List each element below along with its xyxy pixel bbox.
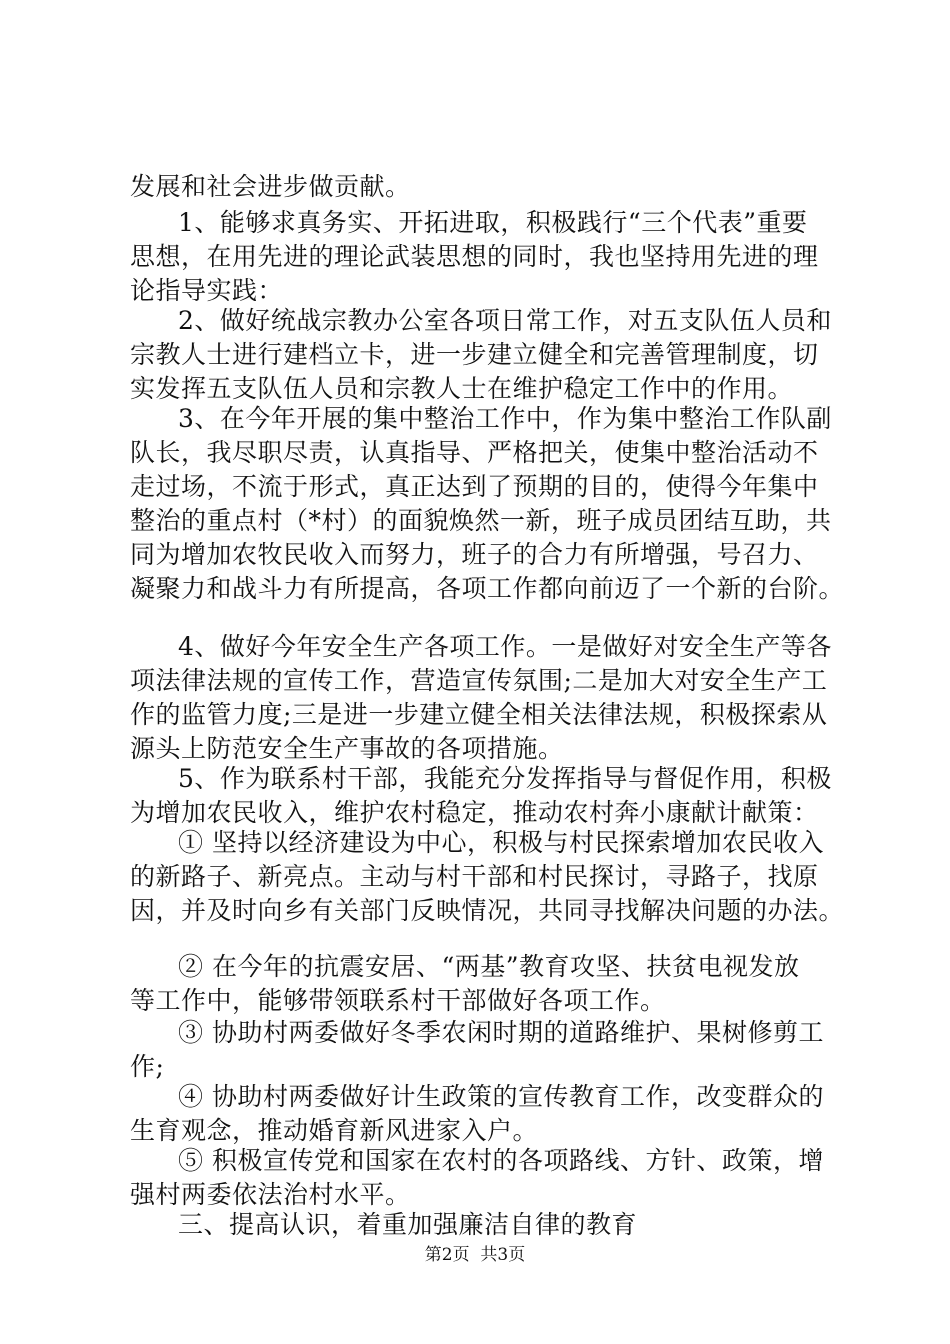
- page-footer: 第2页 共3页: [424, 1245, 526, 1265]
- text-line: ④ 协助村两委做好计生政策的宣传教育工作，改变群众的: [178, 1082, 824, 1111]
- text-line: 作;: [130, 1052, 165, 1081]
- text-line: 的新路子、新亮点。主动与村干部和村民探讨，寻路子，找原: [130, 862, 819, 891]
- text-line: 三、提高认识，着重加强廉洁自律的教育: [178, 1210, 638, 1239]
- text-line: ③ 协助村两委做好冬季农闲时期的道路维护、果树修剪工: [178, 1018, 824, 1047]
- text-line: 5、作为联系村干部，我能充分发挥指导与督促作用，积极: [178, 764, 832, 793]
- text-line: 作的监管力度;三是进一步建立健全相关法律法规，积极探索从: [130, 700, 828, 729]
- text-line: 队长，我尽职尽责，认真指导、严格把关，使集中整治活动不: [130, 438, 819, 467]
- text-line: 生育观念，推动婚育新风进家入户。: [130, 1116, 539, 1145]
- text-line: 3、在今年开展的集中整治工作中，作为集中整治工作队副: [178, 404, 832, 433]
- text-line: ⑤ 积极宣传党和国家在农村的各项路线、方针、政策，增: [178, 1146, 824, 1175]
- text-line: 2、做好统战宗教办公室各项日常工作，对五支队伍人员和: [178, 306, 832, 335]
- text-line: 整治的重点村（*村）的面貌焕然一新，班子成员团结互助，共: [130, 506, 832, 535]
- text-line: 因，并及时向乡有关部门反映情况，共同寻找解决问题的办法。: [130, 896, 845, 925]
- text-line: 凝聚力和战斗力有所提高，各项工作都向前迈了一个新的台阶。: [130, 574, 845, 603]
- text-line: 论指导实践：: [130, 276, 284, 305]
- text-line: 发展和社会进步做贡献。: [130, 172, 411, 201]
- text-line: 思想，在用先进的理论武装思想的同时，我也坚持用先进的理: [130, 242, 819, 271]
- text-line: 项法律法规的宣传工作，营造宣传氛围;二是加大对安全生产工: [130, 666, 828, 695]
- text-line: 等工作中，能够带领联系村干部做好各项工作。: [130, 986, 666, 1015]
- text-line: 同为增加农牧民收入而努力，班子的合力有所增强，号召力、: [130, 540, 819, 569]
- text-line: 4、做好今年安全生产各项工作。一是做好对安全生产等各: [178, 632, 832, 661]
- text-line: 宗教人士进行建档立卡，进一步建立健全和完善管理制度，切: [130, 340, 819, 369]
- text-line: 源头上防范安全生产事故的各项措施。: [130, 734, 564, 763]
- text-line: 1、能够求真务实、开拓进取，积极践行“三个代表”重要: [178, 208, 808, 237]
- text-line: 实发挥五支队伍人员和宗教人士在维护稳定工作中的作用。: [130, 374, 794, 403]
- text-line: 强村两委依法治村水平。: [130, 1180, 411, 1209]
- text-line: ② 在今年的抗震安居、“两基”教育攻坚、扶贫电视发放: [178, 952, 800, 981]
- text-line: 为增加农民收入，维护农村稳定，推动农村奔小康献计献策：: [130, 798, 819, 827]
- text-line: 走过场，不流于形式，真正达到了预期的目的，使得今年集中: [130, 472, 819, 501]
- text-line: ① 坚持以经济建设为中心，积极与村民探索增加农民收入: [178, 828, 824, 857]
